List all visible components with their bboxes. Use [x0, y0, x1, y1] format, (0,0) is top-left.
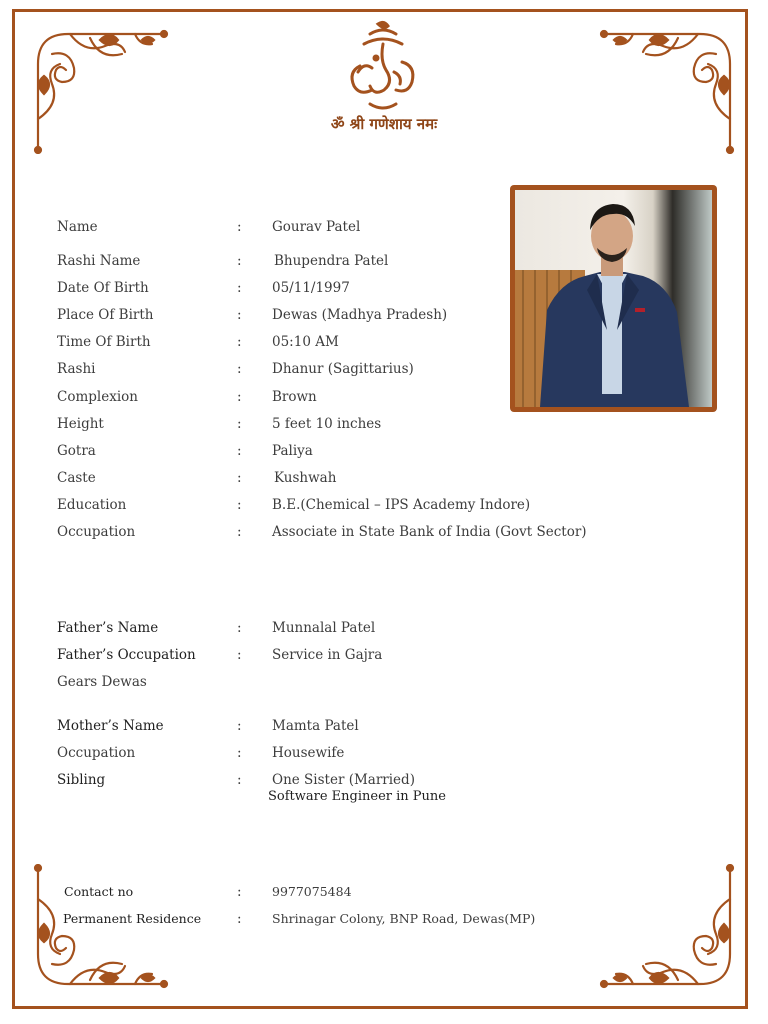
- value: Munnalal Patel: [272, 620, 376, 636]
- colon: :: [237, 219, 242, 235]
- ganesha-icon: [340, 20, 426, 112]
- colon: :: [237, 416, 242, 432]
- colon: :: [237, 620, 242, 636]
- label: Education: [57, 497, 127, 513]
- value: Associate in State Bank of India (Govt Sector): [272, 524, 587, 540]
- colon: :: [237, 911, 242, 927]
- value: Dhanur (Sagittarius): [272, 361, 414, 377]
- label: Time Of Birth: [57, 334, 151, 350]
- value: Dewas (Madhya Pradesh): [272, 307, 448, 323]
- colon: :: [237, 334, 242, 350]
- value: 5 feet 10 inches: [272, 416, 382, 432]
- profile-photo-frame: [510, 185, 717, 412]
- value: Housewife: [272, 745, 345, 761]
- label: Occupation: [57, 745, 136, 761]
- colon: :: [237, 497, 242, 513]
- colon: :: [237, 647, 242, 663]
- colon: :: [237, 718, 242, 734]
- colon: :: [237, 524, 242, 540]
- profile-photo: [515, 190, 712, 407]
- value: Shrinagar Colony, BNP Road, Dewas(MP): [272, 911, 536, 926]
- label: Place Of Birth: [57, 307, 154, 323]
- colon: :: [237, 389, 242, 405]
- label: Complexion: [57, 389, 138, 405]
- value: Brown: [272, 389, 317, 405]
- label: Father’s Name: [57, 620, 159, 636]
- value: Paliya: [272, 443, 313, 459]
- label: Rashi: [57, 361, 96, 377]
- value: Service in Gajra: [272, 647, 383, 663]
- value: Mamta Patel: [272, 718, 359, 734]
- value: Kushwah: [274, 470, 337, 486]
- value: Bhupendra Patel: [274, 253, 389, 269]
- value: 05:10 AM: [272, 334, 339, 350]
- label: Rashi Name: [57, 253, 141, 269]
- label: Gotra: [57, 443, 96, 459]
- label: Caste: [57, 470, 96, 486]
- colon: :: [237, 470, 242, 486]
- label: Date Of Birth: [57, 280, 149, 296]
- colon: :: [237, 307, 242, 323]
- father-occupation-continued: Gears Dewas: [57, 674, 147, 690]
- colon: :: [237, 772, 242, 788]
- value: One Sister (Married): [272, 772, 415, 788]
- floral-corner-icon: [30, 24, 170, 154]
- colon: :: [237, 443, 242, 459]
- label: Height: [57, 416, 104, 432]
- value: Gourav Patel: [272, 219, 361, 235]
- colon: :: [237, 253, 242, 269]
- colon: :: [237, 884, 242, 900]
- floral-corner-icon: [598, 24, 738, 154]
- label: Permanent Residence: [63, 911, 202, 926]
- colon: :: [237, 745, 242, 761]
- colon: :: [237, 280, 242, 296]
- label: Name: [57, 219, 98, 235]
- invocation-heading: ॐ श्री गणेशाय नमः: [330, 115, 438, 133]
- value: B.E.(Chemical – IPS Academy Indore): [272, 497, 531, 513]
- sibling-continued: Software Engineer in Pune: [268, 789, 446, 804]
- value: 05/11/1997: [272, 280, 350, 296]
- floral-corner-icon: [598, 864, 738, 994]
- label: Sibling: [57, 772, 106, 788]
- label: Contact no: [64, 884, 134, 899]
- label: Occupation: [57, 524, 136, 540]
- label: Mother’s Name: [57, 718, 164, 734]
- label: Father’s Occupation: [57, 647, 196, 663]
- colon: :: [237, 361, 242, 377]
- value: 9977075484: [272, 884, 352, 899]
